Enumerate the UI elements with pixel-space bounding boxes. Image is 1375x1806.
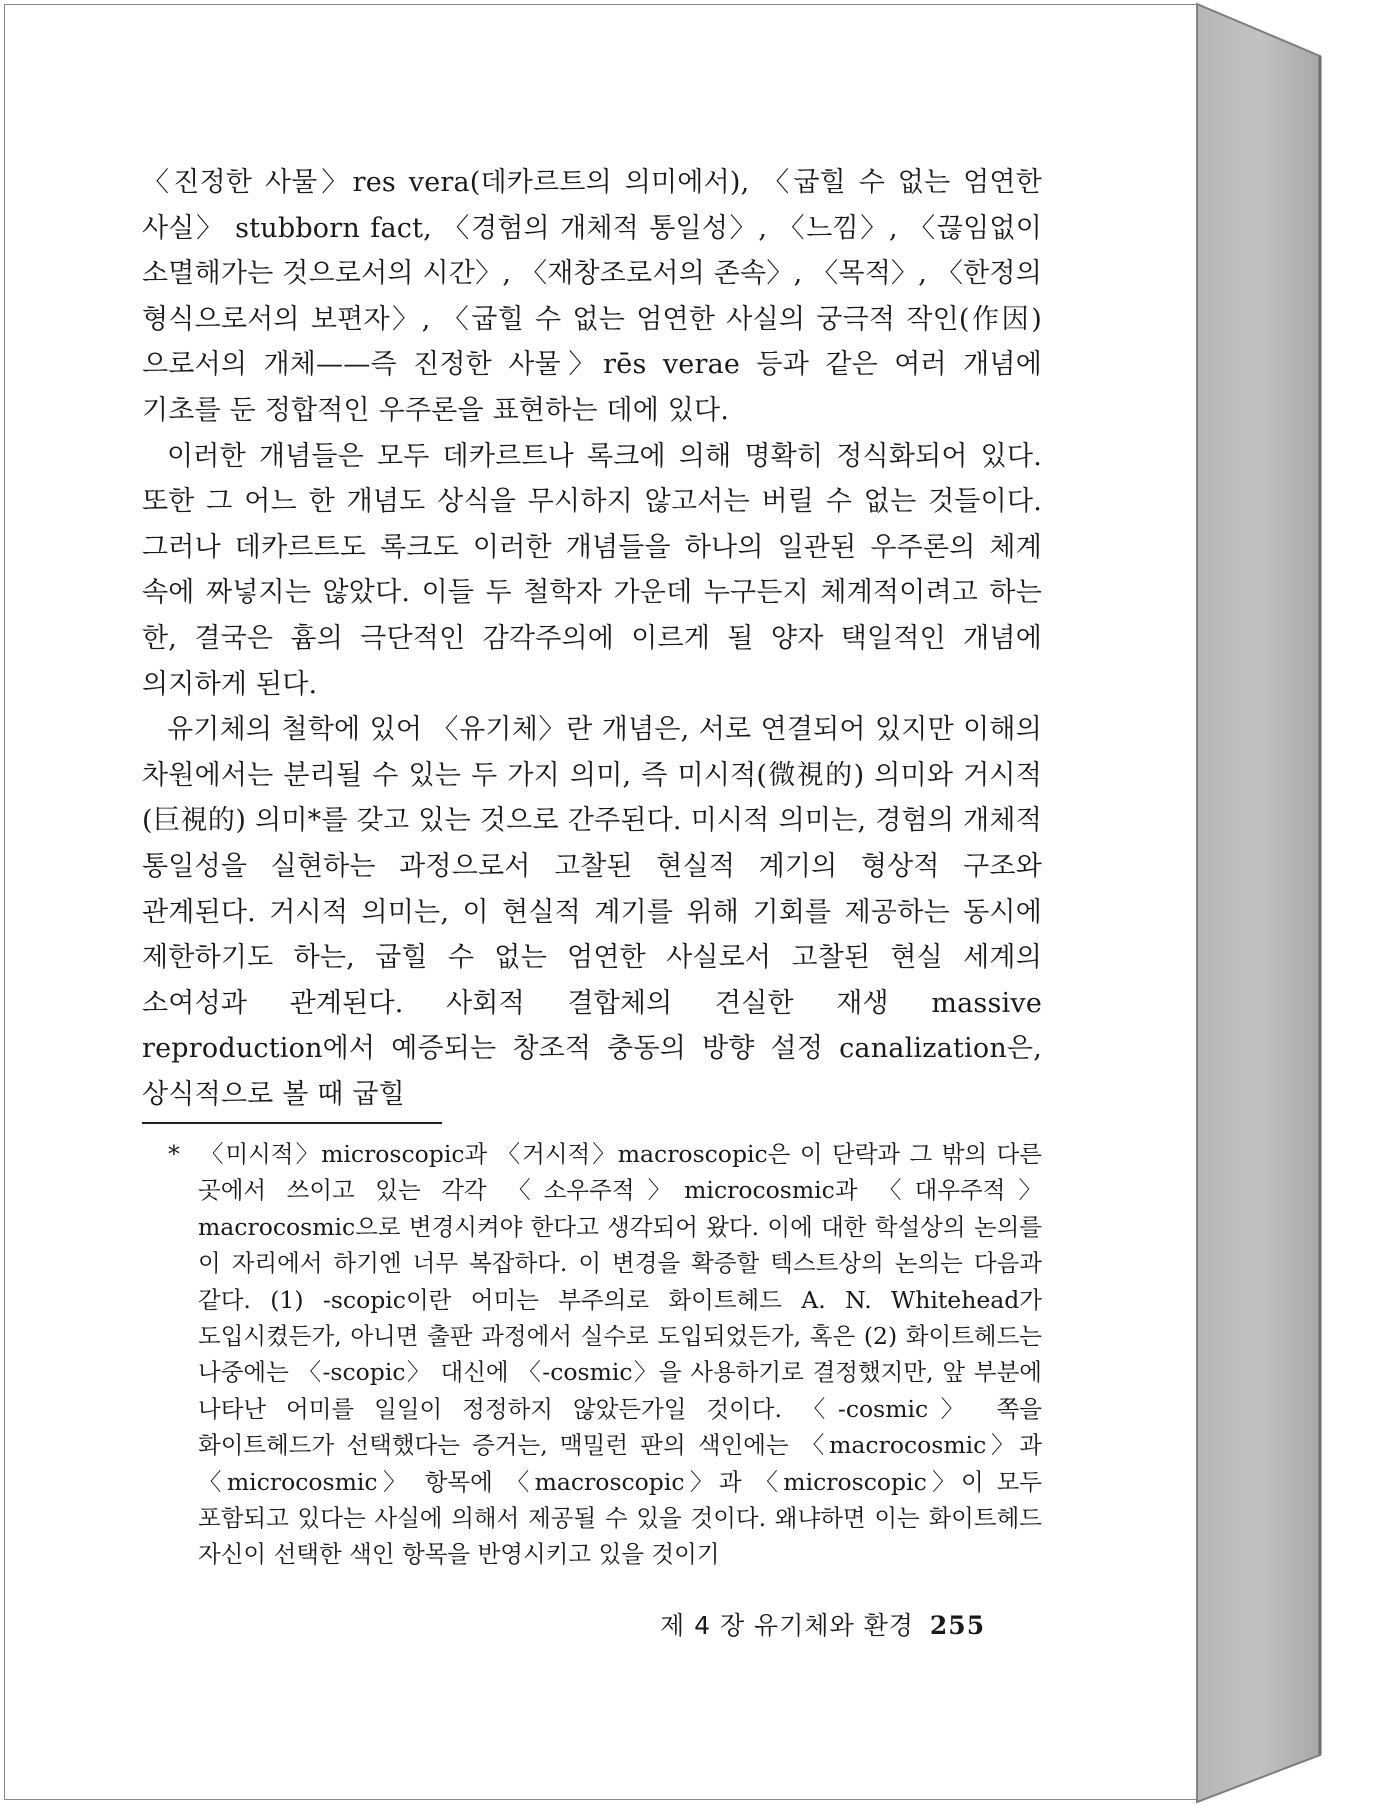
chapter-title: 제 4 장 유기체와 환경 — [660, 1611, 914, 1640]
body-text — [142, 160, 1042, 1117]
page-number: 255 — [929, 1611, 986, 1640]
footnote-marker: * — [168, 1140, 180, 1168]
paragraph-2: 이러한 개념들은 모두 데카르트나 록크에 의해 명확히 정식화되어 있다. 또한 그 어느 한 개념도 상식을 무시하지 않고서는 버릴 수 없는 것들이다. 그러나 데카르트도 록크도 이러한 개념들을 하나의 일관된 우주론의 체계 속에 짜넣지는 않았다. 이들 두 철학자 가운데 누구든지 체계적이려고 하는 한, 결국은 흄의 극단적인 감각주의에 이르게 될 양자 택일적인 개념에 의지하게 된다. — [142, 440, 1042, 700]
paragraph-3: 유기체의 철학에 있어 〈유기체〉란 개념은, 서로 연결되어 있지만 이해의 차원에서는 분리될 수 있는 두 가지 의미, 즉 미시적(微視的) 의미와 거시적(巨視的) 의미*를 갖고 있는 것으로 간주된다. 미시적 의미는, 경험의 개체적 통일성을 실현하는 과정으로서 고찰된 현실적 계기의 형상적 구조와 관계된다. 거시적 의미는, 이 현실적 계기를 위해 기회를 제공하는 동시에 제한하기도 하는, 굽힐 수 없는 엄연한 사실로서 고찰된 현실 세계의 소여성과 관계된다. 사회적 결합체의 견실한 재생 massive reproduction에서 예증되는 창조적 충동의 방향 설정 canalization은, 상식적으로 볼 때 굽힐 — [142, 714, 1042, 1110]
paragraph-1: 〈진정한 사물〉res vera(데카르트의 의미에서), 〈굽힐 수 없는 엄연한 사실〉 stubborn fact, 〈경험의 개체적 통일성〉, 〈느낌〉, 〈끊임없이 소멸해가는 것으로서의 시간〉, 〈재창조로서의 존속〉, 〈목적〉, 〈한정의 형식으로서의 보편자〉, 〈굽힐 수 없는 엄연한 사실의 궁극적 작인(作因)으로서의 개체——즉 진정한 사물〉rēs verae 등과 같은 여러 개념에 기초를 둔 정합적인 우주론을 표현하는 데에 있다. — [142, 167, 1042, 426]
footnote — [168, 1136, 1042, 1573]
footnote-divider — [142, 1122, 442, 1124]
running-footer — [660, 1606, 985, 1642]
footnote-text: 〈미시적〉microscopic과 〈거시적〉macroscopic은 이 단락과 그 밖의 다른 곳에서 쓰이고 있는 각각 〈소우주적〉microcosmic과 〈대우주적〉macrocosmic으로 변경시켜야 한다고 생각되어 왔다. 이에 대한 학설상의 논의를 이 자리에서 하기엔 너무 복잡하다. 이 변경을 확증할 텍스트상의 논의는 다음과 같다. (1) -scopic이란 어미는 부주의로 화이트헤드 A. N. Whitehead가 도입시켰든가, 아니면 출판 과정에서 실수로 도입되었든가, 혹은 (2) 화이트헤드는 나중에는 〈-scopic〉 대신에 〈-cosmic〉을 사용하기로 결정했지만, 앞 부분에 나타난 어미를 일일이 정정하지 않았든가일 것이다. 〈-cosmic〉 쪽을 화이트헤드가 선택했다는 증거는, 맥밀런 판의 색인에는 〈macrocosmic〉과 〈microcosmic〉 항목에 〈macroscopic〉과 〈microscopic〉이 모두 포함되고 있다는 사실에 의해서 제공될 수 있을 것이다. 왜냐하면 이는 화이트헤드 자신이 선택한 색인 항목을 반영시키고 있을 것이기 — [198, 1140, 1042, 1569]
